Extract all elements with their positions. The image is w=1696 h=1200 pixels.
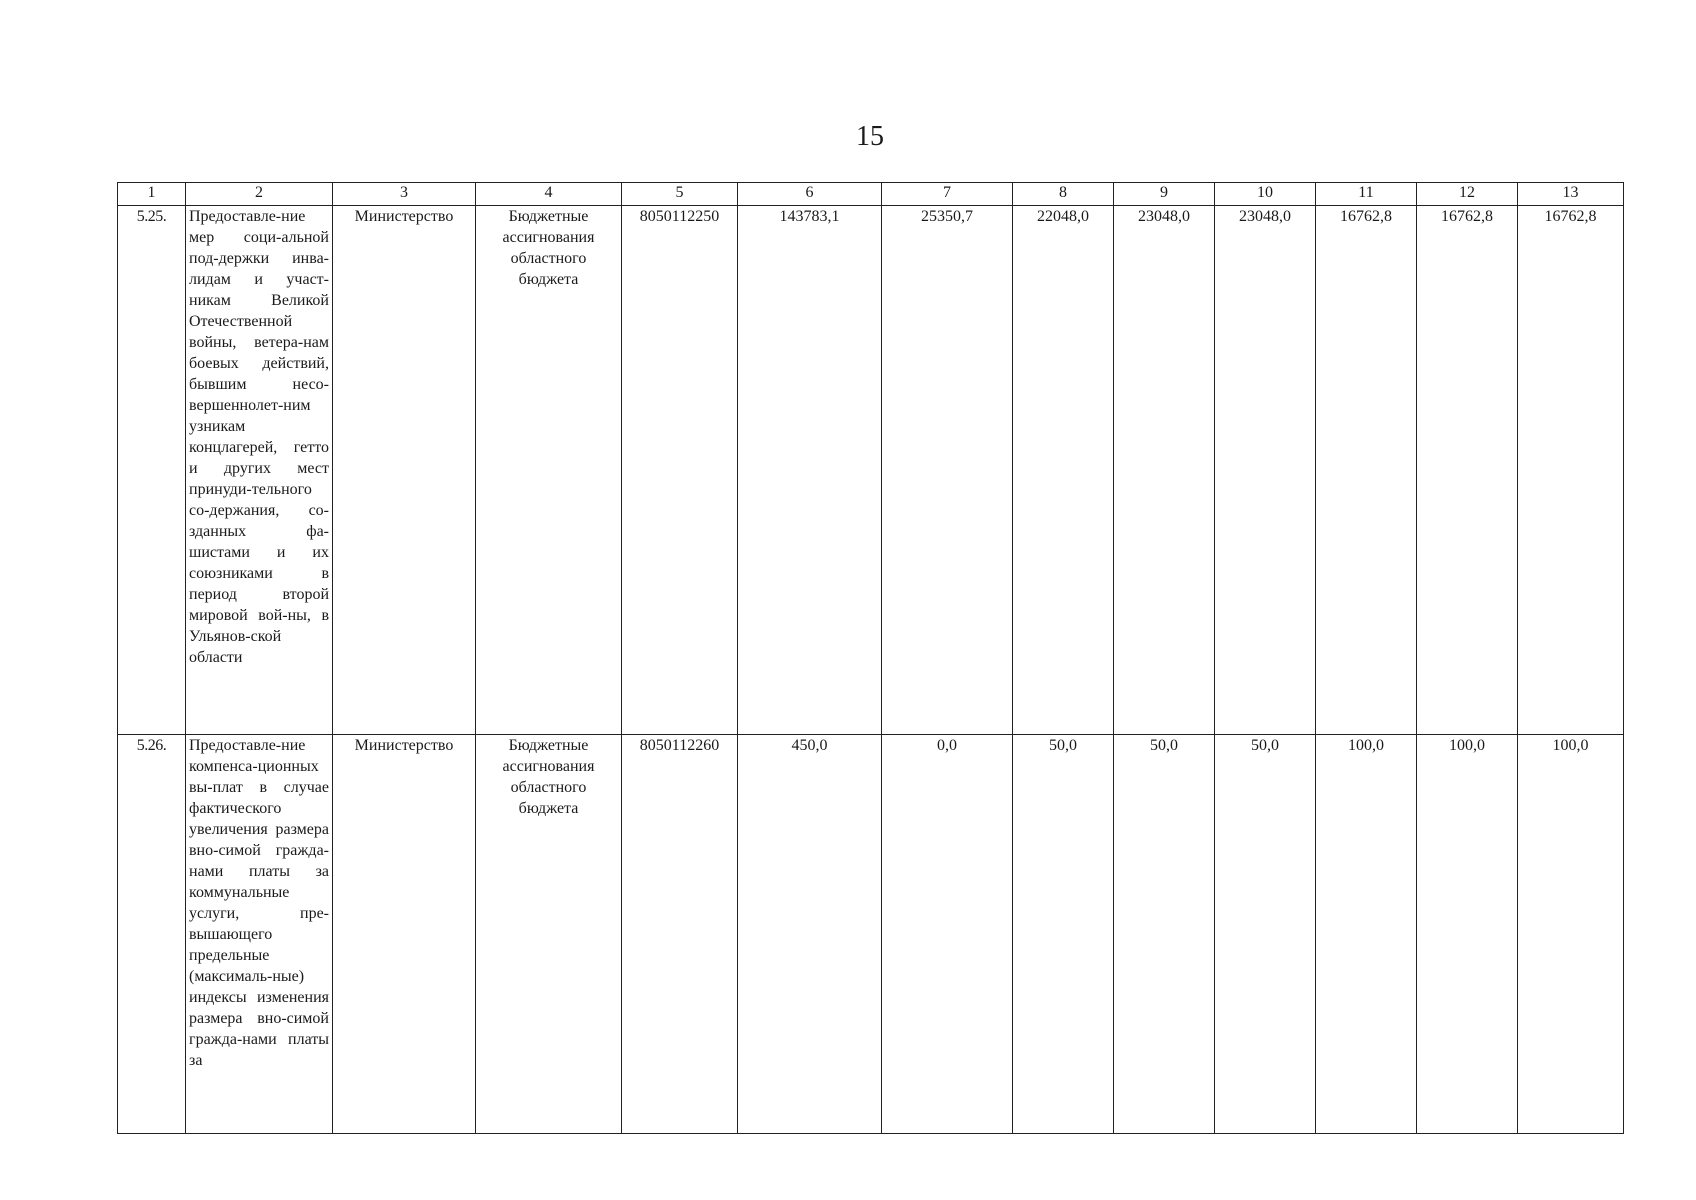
row-value: 16762,8 — [1316, 206, 1417, 735]
row-value: 50,0 — [1215, 735, 1316, 1134]
row-value: 50,0 — [1013, 735, 1114, 1134]
row-description: Предоставле-ние компенса-ционных вы-плат в случае фактического увеличения размера вно-симой гражда-нами платы за коммунальные услуги, пре-вышающего предельные (максималь-ные) индексы изменения размера вно-симой гражда-нами платы за — [186, 735, 333, 1134]
row-description: Предоставле-ние мер соци-альной под-держки инва-лидам и участ-никам Великой Отечественной войны, ветера-нам боевых действий, бывшим несо-вершеннолет-ним узникам концлагерей, гетто и других мест принуди-тельного со-держания, со-зданных фа-шистами и их союзниками в период второй мировой вой-ны, в Ульянов-ской области — [186, 206, 333, 735]
column-header: 3 — [333, 183, 476, 206]
row-funding-source: Бюджетные ассигнования областного бюджета — [476, 206, 622, 735]
column-header: 9 — [1114, 183, 1215, 206]
table-row — [118, 735, 1624, 1134]
row-number: 5.26. — [118, 735, 186, 1134]
row-value: 50,0 — [1114, 735, 1215, 1134]
column-header: 12 — [1417, 183, 1518, 206]
row-number: 5.25. — [118, 206, 186, 735]
row-value: 23048,0 — [1215, 206, 1316, 735]
column-header: 1 — [118, 183, 186, 206]
column-header: 8 — [1013, 183, 1114, 206]
row-value: 25350,7 — [882, 206, 1013, 735]
row-value: 100,0 — [1417, 735, 1518, 1134]
row-value-total: 143783,1 — [738, 206, 882, 735]
row-value: 16762,8 — [1518, 206, 1624, 735]
column-header: 5 — [622, 183, 738, 206]
row-value: 23048,0 — [1114, 206, 1215, 735]
row-value: 22048,0 — [1013, 206, 1114, 735]
column-header: 4 — [476, 183, 622, 206]
row-value: 100,0 — [1518, 735, 1624, 1134]
row-executor: Министерство — [333, 206, 476, 735]
budget-table — [117, 182, 1624, 1134]
row-code: 8050112260 — [622, 735, 738, 1134]
row-value: 0,0 — [882, 735, 1013, 1134]
column-header: 10 — [1215, 183, 1316, 206]
column-header: 6 — [738, 183, 882, 206]
column-header: 13 — [1518, 183, 1624, 206]
column-header: 11 — [1316, 183, 1417, 206]
row-value: 16762,8 — [1417, 206, 1518, 735]
column-header: 2 — [186, 183, 333, 206]
table-row — [118, 206, 1624, 735]
table-header-row — [118, 183, 1624, 206]
column-header: 7 — [882, 183, 1013, 206]
row-code: 8050112250 — [622, 206, 738, 735]
row-value: 100,0 — [1316, 735, 1417, 1134]
row-executor: Министерство — [333, 735, 476, 1134]
page-number: 15 — [856, 121, 884, 152]
row-value-total: 450,0 — [738, 735, 882, 1134]
row-funding-source: Бюджетные ассигнования областного бюджета — [476, 735, 622, 1134]
